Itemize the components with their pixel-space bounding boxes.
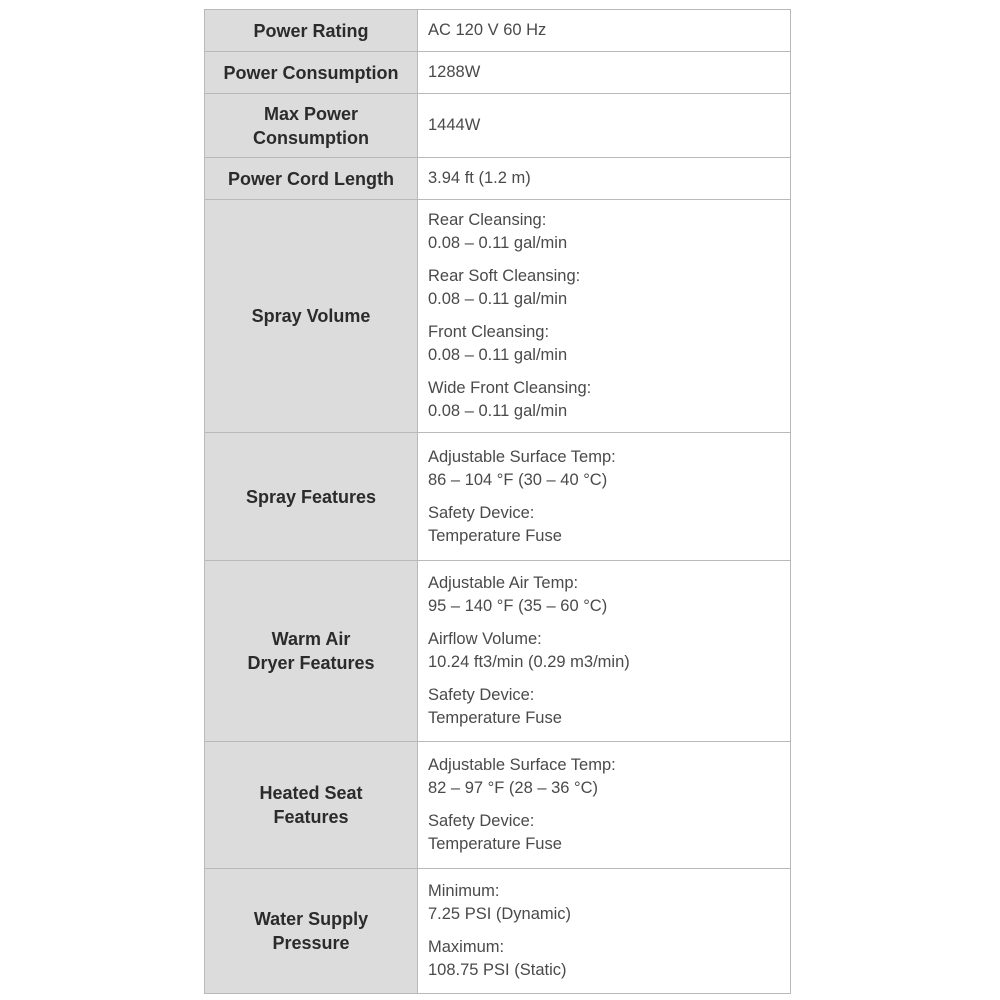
spec-label-cell: [205, 433, 418, 561]
spec-value-text: 1444W: [428, 116, 481, 134]
spec-value-caption: Adjustable Surface Temp:: [428, 447, 616, 466]
spec-value-text: Temperature Fuse: [428, 526, 562, 545]
spec-value-entry: [428, 446, 790, 492]
spec-value-text: 108.75 PSI (Static): [428, 961, 567, 979]
spec-value-cell: [418, 561, 791, 742]
spec-row: [205, 869, 791, 994]
spec-value-text: 0.08 – 0.11 gal/min: [428, 290, 568, 308]
spec-value-cell: [418, 200, 791, 433]
spec-label-text: Heated Seat: [259, 783, 363, 803]
spec-row: [205, 158, 791, 200]
spec-label-cell: [205, 561, 418, 742]
spec-value-entry: [428, 684, 790, 730]
spec-value-cell: [418, 10, 791, 52]
spec-row: [205, 52, 791, 94]
spec-table-body: [205, 10, 791, 994]
spec-value-caption: Safety Device:: [428, 503, 535, 522]
spec-value-caption: Rear Cleansing:: [428, 211, 547, 229]
spec-value-entry: [428, 167, 790, 190]
spec-value-caption: Maximum:: [428, 938, 505, 956]
spec-label-text: Pressure: [272, 933, 350, 953]
spec-value-cell: [418, 52, 791, 94]
spec-row: [205, 94, 791, 158]
spec-value-cell: [418, 433, 791, 561]
spec-label-cell: [205, 52, 418, 94]
spec-value-text: Temperature Fuse: [428, 709, 562, 727]
spec-table: [204, 9, 791, 994]
spec-value-text: AC 120 V 60 Hz: [428, 21, 547, 39]
spec-label-text: Max Power: [263, 103, 359, 124]
spec-label-text: Water Supply: [253, 909, 369, 929]
spec-value-text: 3.94 ft (1.2 m): [428, 169, 531, 187]
spec-label-text: Consumption: [253, 127, 369, 148]
spec-value-text: 0.08 – 0.11 gal/min: [428, 234, 568, 252]
spec-value-caption: Airflow Volume:: [428, 630, 542, 648]
spec-value-entry: [428, 628, 790, 674]
spec-value-entry: [428, 114, 790, 137]
spec-label-text: Power Consumption: [223, 62, 399, 83]
spec-label-text: Spray Features: [245, 486, 377, 507]
spec-label-text: Power Rating: [253, 20, 369, 41]
spec-value-entry: [428, 61, 790, 84]
spec-value-entry: [428, 754, 790, 800]
spec-value-entry: [428, 572, 790, 618]
spec-value-caption: Safety Device:: [428, 686, 535, 704]
spec-value-cell: [418, 158, 791, 200]
spec-row: [205, 200, 791, 433]
spec-label-cell: [205, 158, 418, 200]
spec-value-text: 82 – 97 °F (28 – 36 °C): [428, 779, 599, 797]
spec-value-cell: [418, 742, 791, 869]
spec-value-cell: [418, 94, 791, 158]
spec-label-text: Warm Air: [271, 629, 351, 649]
spec-value-entry: [428, 880, 790, 926]
spec-value-text: 7.25 PSI (Dynamic): [428, 905, 572, 923]
spec-label-text: Power Cord Length: [228, 168, 394, 189]
spec-label-cell: [205, 869, 418, 994]
spec-label-text: Features: [273, 807, 349, 827]
spec-label-text: Spray Volume: [251, 306, 371, 326]
spec-value-entry: [428, 936, 790, 982]
spec-value-text: 1288W: [428, 63, 481, 81]
spec-label-text: Dryer Features: [247, 653, 375, 673]
spec-label-cell: [205, 10, 418, 52]
spec-value-entry: [428, 377, 790, 423]
spec-value-caption: Rear Soft Cleansing:: [428, 267, 581, 285]
spec-value-text: 0.08 – 0.11 gal/min: [428, 402, 568, 420]
spec-value-text: Temperature Fuse: [428, 835, 562, 853]
spec-value-cell: [418, 869, 791, 994]
spec-value-entry: [428, 209, 790, 255]
spec-row: [205, 10, 791, 52]
spec-row: [205, 433, 791, 561]
spec-row: [205, 561, 791, 742]
spec-value-text: 10.24 ft3/min (0.29 m3/min): [428, 653, 630, 671]
spec-value-entry: [428, 810, 790, 856]
spec-label-cell: [205, 94, 418, 158]
spec-value-caption: Safety Device:: [428, 812, 535, 830]
spec-value-caption: Wide Front Cleansing:: [428, 379, 592, 397]
spec-value-caption: Adjustable Air Temp:: [428, 574, 579, 592]
spec-value-caption: Adjustable Surface Temp:: [428, 756, 616, 774]
spec-value-entry: [428, 502, 790, 548]
spec-value-caption: Minimum:: [428, 882, 500, 900]
spec-value-entry: [428, 265, 790, 311]
spec-value-caption: Front Cleansing:: [428, 323, 550, 341]
spec-value-entry: [428, 321, 790, 367]
spec-value-text: 95 – 140 °F (35 – 60 °C): [428, 597, 608, 615]
spec-value-text: 0.08 – 0.11 gal/min: [428, 346, 568, 364]
spec-value-text: 86 – 104 °F (30 – 40 °C): [428, 470, 608, 489]
spec-value-entry: [428, 19, 790, 42]
spec-row: [205, 742, 791, 869]
spec-label-cell: [205, 200, 418, 433]
spec-label-cell: [205, 742, 418, 869]
